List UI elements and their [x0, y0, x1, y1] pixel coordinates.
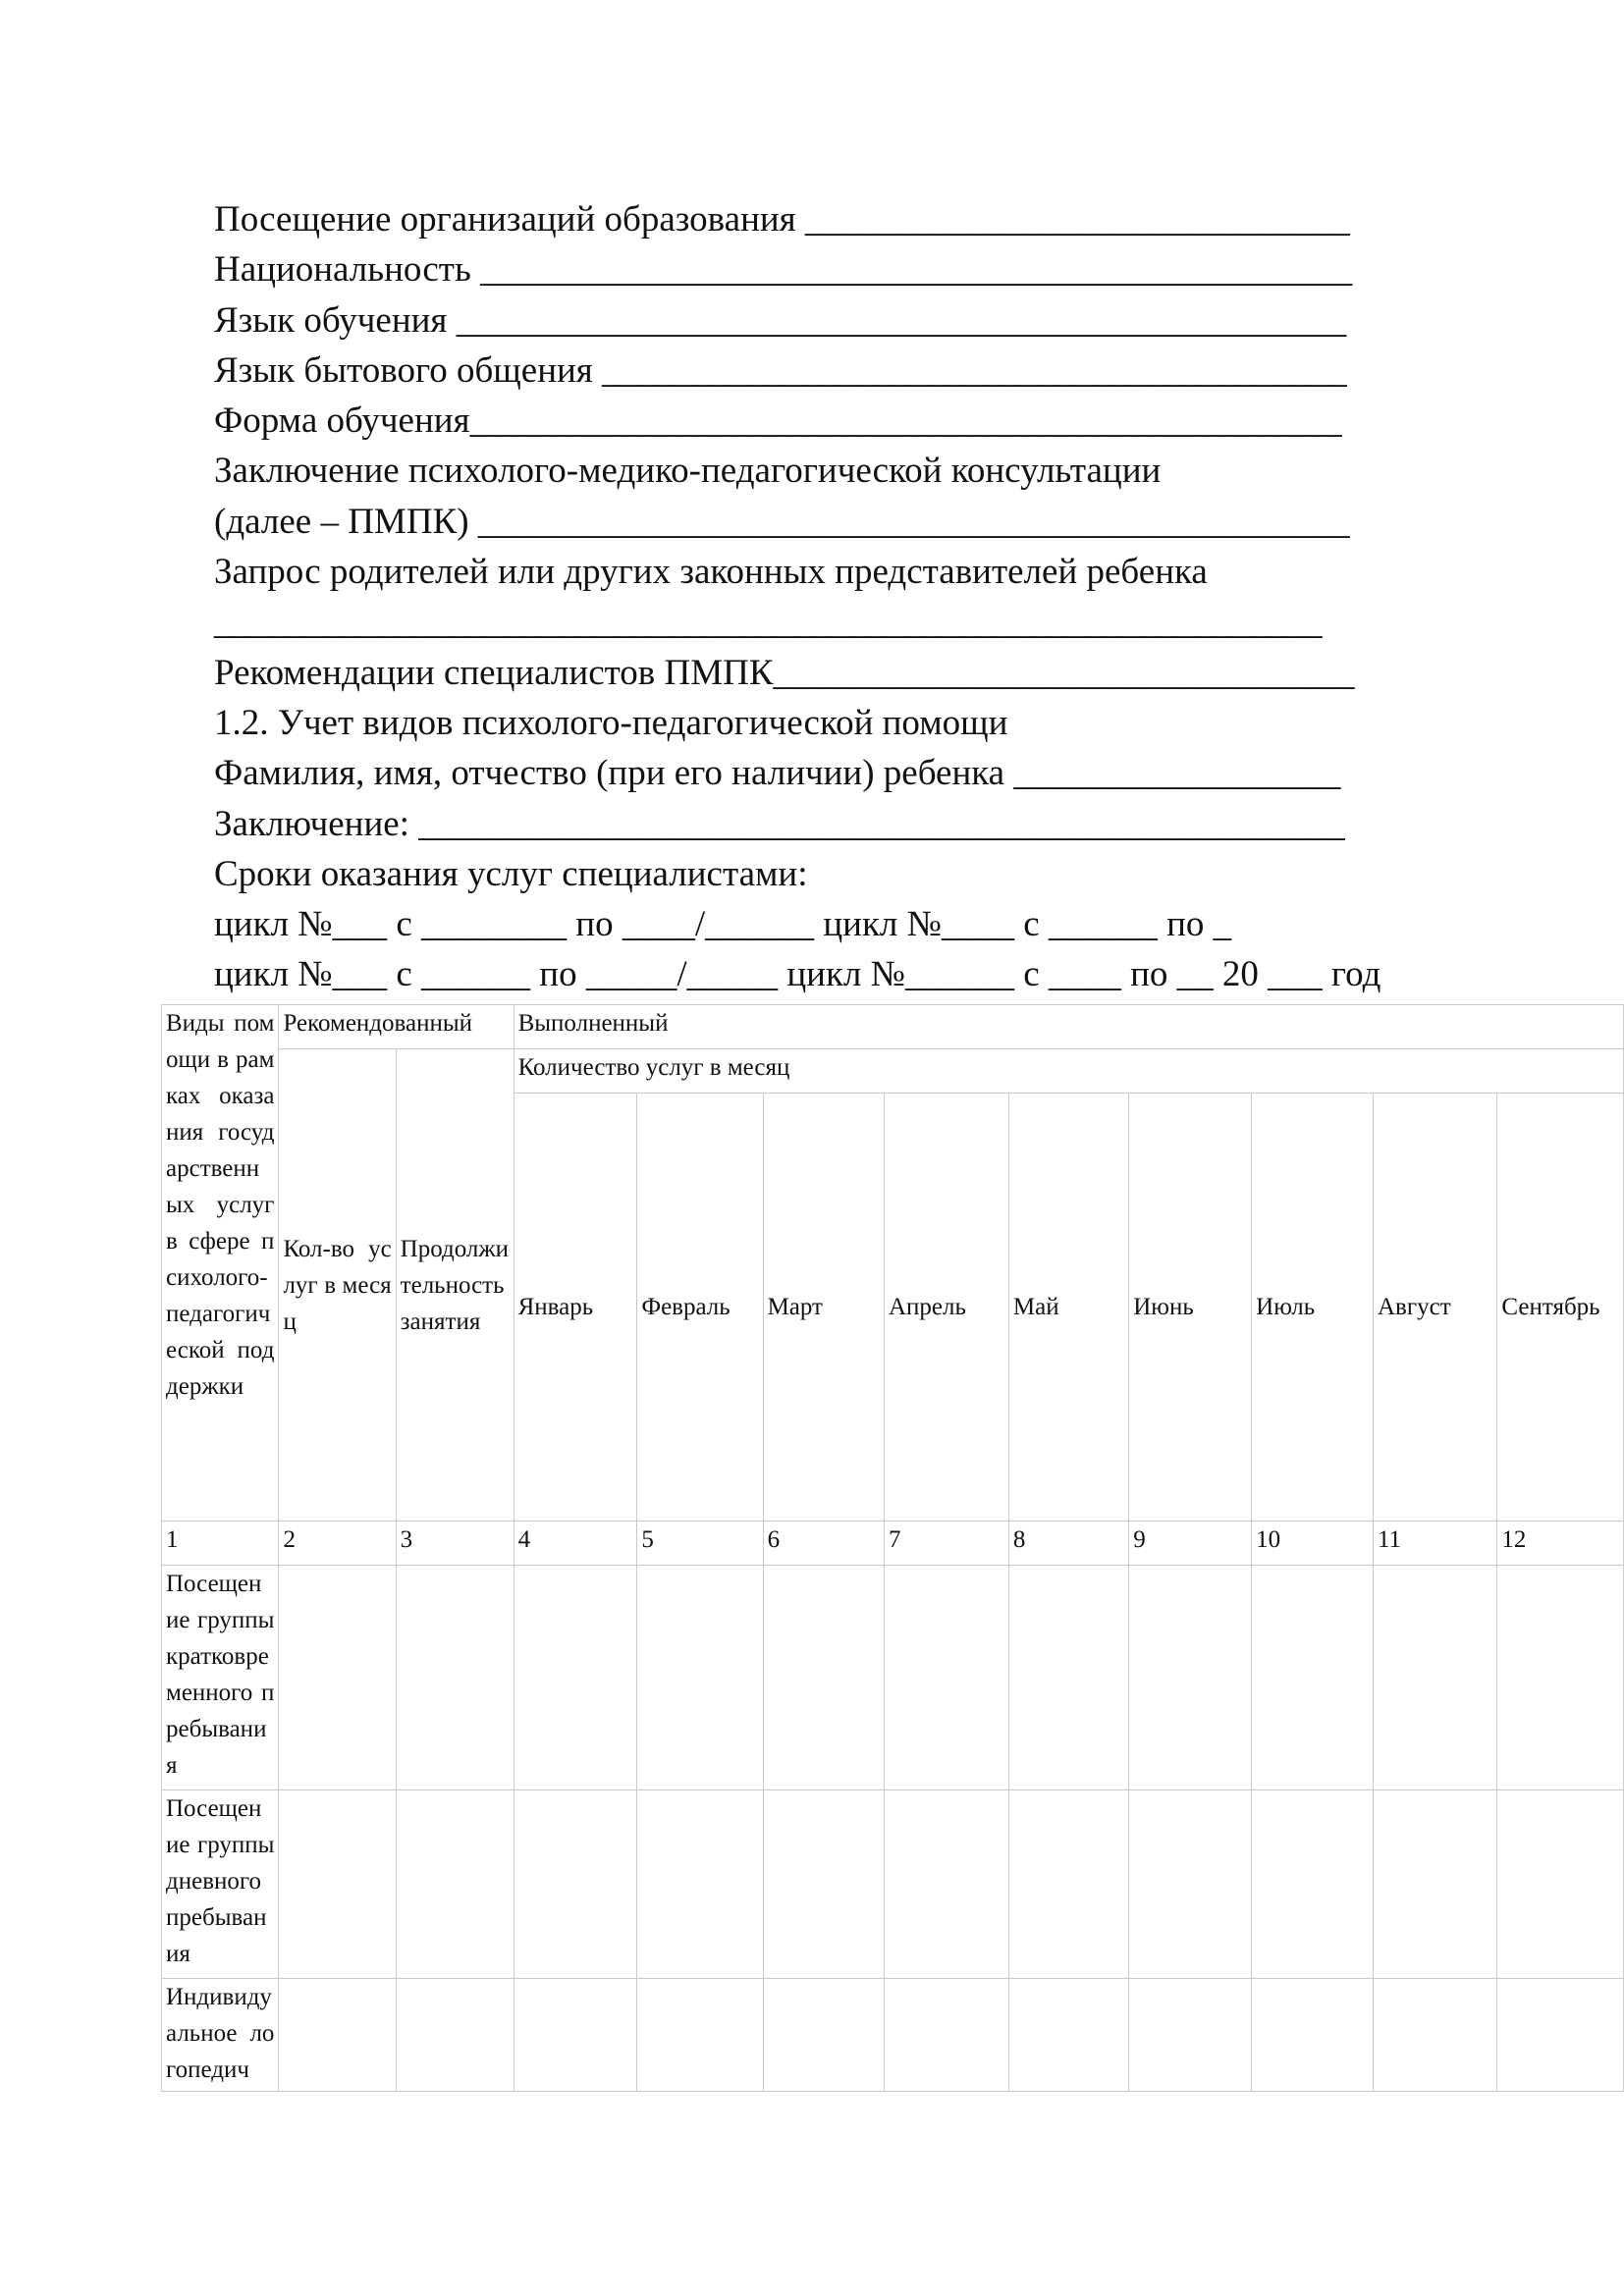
- table-row: [162, 1790, 1624, 1979]
- field-pmpk-recommendations: Рекомендации специалистов ПМПК________________________________: [214, 652, 1355, 693]
- field-home-language: Язык бытового общения _________________________________________: [214, 349, 1347, 391]
- section-heading: 1.2. Учет видов психолого-педагогической помощи: [214, 702, 1008, 743]
- table-cell: [637, 1566, 763, 1790]
- table-cell: [279, 1790, 396, 1979]
- table-cell: [1008, 1790, 1128, 1979]
- table-cell: [763, 1979, 884, 2092]
- table-cell: [396, 1979, 514, 2092]
- col-number-7: 7: [885, 1522, 1009, 1566]
- table-cell: [396, 1566, 514, 1790]
- col-number-9: 9: [1129, 1522, 1252, 1566]
- field-parent-request: _____________________________________________________________: [214, 602, 1323, 643]
- field-service-terms-label: Сроки оказания услуг специалистами:: [214, 853, 808, 894]
- month-april: Апрель: [885, 1094, 1009, 1522]
- field-cycle-2: цикл №___ с ______ по _____/_____ цикл №______ с ____ по __ 20 ___ год: [214, 954, 1381, 995]
- month-may: Май: [1008, 1094, 1128, 1522]
- table-cell: [514, 1566, 637, 1790]
- form-fields: [214, 194, 1432, 1000]
- col-number-12: 12: [1497, 1522, 1624, 1566]
- header-performed: Выполненный: [514, 1005, 1623, 1049]
- row-label-short-stay: Посещение группы кратковременного пребывания: [162, 1566, 279, 1790]
- table-cell: [885, 1790, 1009, 1979]
- col-number-10: 10: [1252, 1522, 1374, 1566]
- col-number-1: 1: [162, 1522, 279, 1566]
- col-number-6: 6: [763, 1522, 884, 1566]
- field-study-form: Форма обучения________________________________________________: [214, 400, 1342, 442]
- month-september: Сентябрь: [1497, 1094, 1624, 1522]
- header-qty-per-month: Кол-во услуг в месяц: [279, 1049, 396, 1522]
- table-cell: [1252, 1790, 1374, 1979]
- header-services-per-month: Количество услуг в месяц: [514, 1049, 1623, 1094]
- table-cell: [279, 1566, 396, 1790]
- field-pmpk-conclusion: (далее – ПМПК) ________________________________________________: [214, 501, 1350, 542]
- table-cell: [763, 1566, 884, 1790]
- table-cell: [1373, 1566, 1496, 1790]
- table-cell: [637, 1979, 763, 2092]
- table-cell: [1129, 1790, 1252, 1979]
- field-cycle-1: цикл №___ с ________ по ____/______ цикл №____ с ______ по _: [214, 904, 1232, 945]
- table-cell: [1497, 1790, 1624, 1979]
- header-duration: Продолжительность занятия: [396, 1049, 514, 1522]
- field-study-language: Язык обучения _________________________________________________: [214, 299, 1347, 341]
- table-cell: [885, 1979, 1009, 2092]
- field-conclusion: Заключение: ___________________________________________________: [214, 803, 1345, 844]
- table-cell: [1008, 1979, 1128, 2092]
- table-cell: [279, 1979, 396, 2092]
- table-cell: [1252, 1979, 1374, 2092]
- table-cell: [1129, 1566, 1252, 1790]
- col-number-2: 2: [279, 1522, 396, 1566]
- table-cell: [514, 1979, 637, 2092]
- table-cell: [1497, 1979, 1624, 2092]
- header-recommended: Рекомендованный: [279, 1005, 514, 1049]
- month-july: Июль: [1252, 1094, 1374, 1522]
- field-education-visits: Посещение организаций образования ______________________________: [214, 199, 1350, 240]
- col-number-3: 3: [396, 1522, 514, 1566]
- table-cell: [637, 1790, 763, 1979]
- field-parent-request-label: Запрос родителей или других законных представителей ребенка: [214, 552, 1208, 593]
- month-february: Февраль: [637, 1094, 763, 1522]
- field-pmpk-conclusion-label: Заключение психолого-медико-педагогической консультации: [214, 451, 1162, 492]
- col-number-8: 8: [1008, 1522, 1128, 1566]
- table-row: [162, 1566, 1624, 1790]
- row-label-speech-therapy: Индивидуальное логопедич: [162, 1979, 279, 2092]
- table-cell: [1252, 1566, 1374, 1790]
- col-number-5: 5: [637, 1522, 763, 1566]
- table-cell: [396, 1790, 514, 1979]
- table-cell: [1373, 1979, 1496, 2092]
- field-nationality: Национальность ________________________________________________: [214, 249, 1353, 291]
- month-march: Март: [763, 1094, 884, 1522]
- table-cell: [1129, 1979, 1252, 2092]
- table-cell: [1008, 1566, 1128, 1790]
- table-cell: [1497, 1566, 1624, 1790]
- month-january: Январь: [514, 1094, 637, 1522]
- month-august: Август: [1373, 1094, 1496, 1522]
- table-cell: [763, 1790, 884, 1979]
- field-child-name: Фамилия, имя, отчество (при его наличии) ребенка __________________: [214, 753, 1341, 794]
- header-service-types: Виды помощи в рамках оказания государственных услуг в сфере психолого-педагогической поддержки: [162, 1005, 279, 1522]
- services-table: [161, 1004, 1624, 2092]
- row-label-day-stay: Посещение группы дневного пребывания: [162, 1790, 279, 1979]
- col-number-4: 4: [514, 1522, 637, 1566]
- table-row: [162, 1979, 1624, 2092]
- month-june: Июнь: [1129, 1094, 1252, 1522]
- col-number-11: 11: [1373, 1522, 1496, 1566]
- table-cell: [885, 1566, 1009, 1790]
- table-cell: [514, 1790, 637, 1979]
- table-cell: [1373, 1790, 1496, 1979]
